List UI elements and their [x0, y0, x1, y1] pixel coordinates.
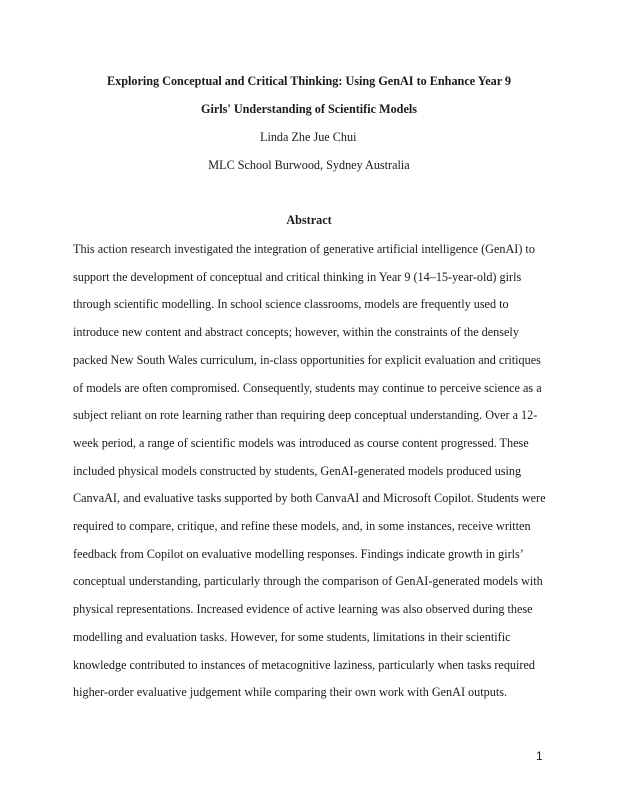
abstract-heading: Abstract — [286, 213, 332, 227]
abstract-line: conceptual understanding, particularly through the comparison of GenAI-generated models with — [73, 574, 543, 589]
abstract-line: CanvaAI, and evaluative tasks supported by both CanvaAI and Microsoft Copilot. Students were — [73, 491, 546, 506]
page-number: 1 — [536, 749, 543, 763]
abstract-line: subject reliant on rote learning rather than requiring deep conceptual understanding. Over a 12- — [73, 408, 538, 423]
abstract-line: This action research investigated the integration of generative artificial intelligence (GenAI) to — [73, 242, 535, 256]
abstract-line: support the development of conceptual and critical thinking in Year 9 (14–15-year-old) girls — [73, 269, 522, 284]
author-affiliation: MLC School Burwood, Sydney Australia — [208, 158, 410, 172]
abstract-line: included physical models constructed by students, GenAI-generated models produced using — [73, 463, 522, 478]
abstract-line: of models are often compromised. Consequently, students may continue to perceive science as a — [73, 380, 542, 395]
abstract-line: packed New South Wales curriculum, in-class opportunities for explicit evaluation and critiques — [73, 352, 541, 367]
author-name: Linda Zhe Jue Chui — [260, 130, 357, 144]
paper-title-line-2: Girls' Understanding of Scientific Models — [201, 102, 417, 116]
abstract-line: required to compare, critique, and refine these models, and, in some instances, receive written — [73, 519, 531, 534]
abstract-line: introduce new content and abstract concepts; however, within the constraints of the densely — [73, 325, 519, 340]
abstract-body — [73, 236, 547, 707]
paper-title-line-1: Exploring Conceptual and Critical Thinking: Using GenAI to Enhance Year 9 — [106, 74, 512, 88]
abstract-line: physical representations. Increased evidence of active learning was also observed during these — [73, 602, 533, 617]
abstract-line: knowledge contributed to instances of metacognitive laziness, particularly when tasks required — [73, 657, 535, 672]
abstract-line: week period, a range of scientific models was introduced as course content progressed. These — [73, 435, 529, 450]
abstract-line: higher-order evaluative judgement while comparing their own work with GenAI outputs. — [73, 685, 507, 700]
abstract-line: modelling and evaluation tasks. However, for some students, limitations in their scientific — [73, 629, 511, 644]
abstract-line: through scientific modelling. In school science classrooms, models are frequently used to — [73, 297, 509, 312]
abstract-line: feedback from Copilot on evaluative modelling responses. Findings indicate growth in girls’ — [73, 546, 524, 561]
